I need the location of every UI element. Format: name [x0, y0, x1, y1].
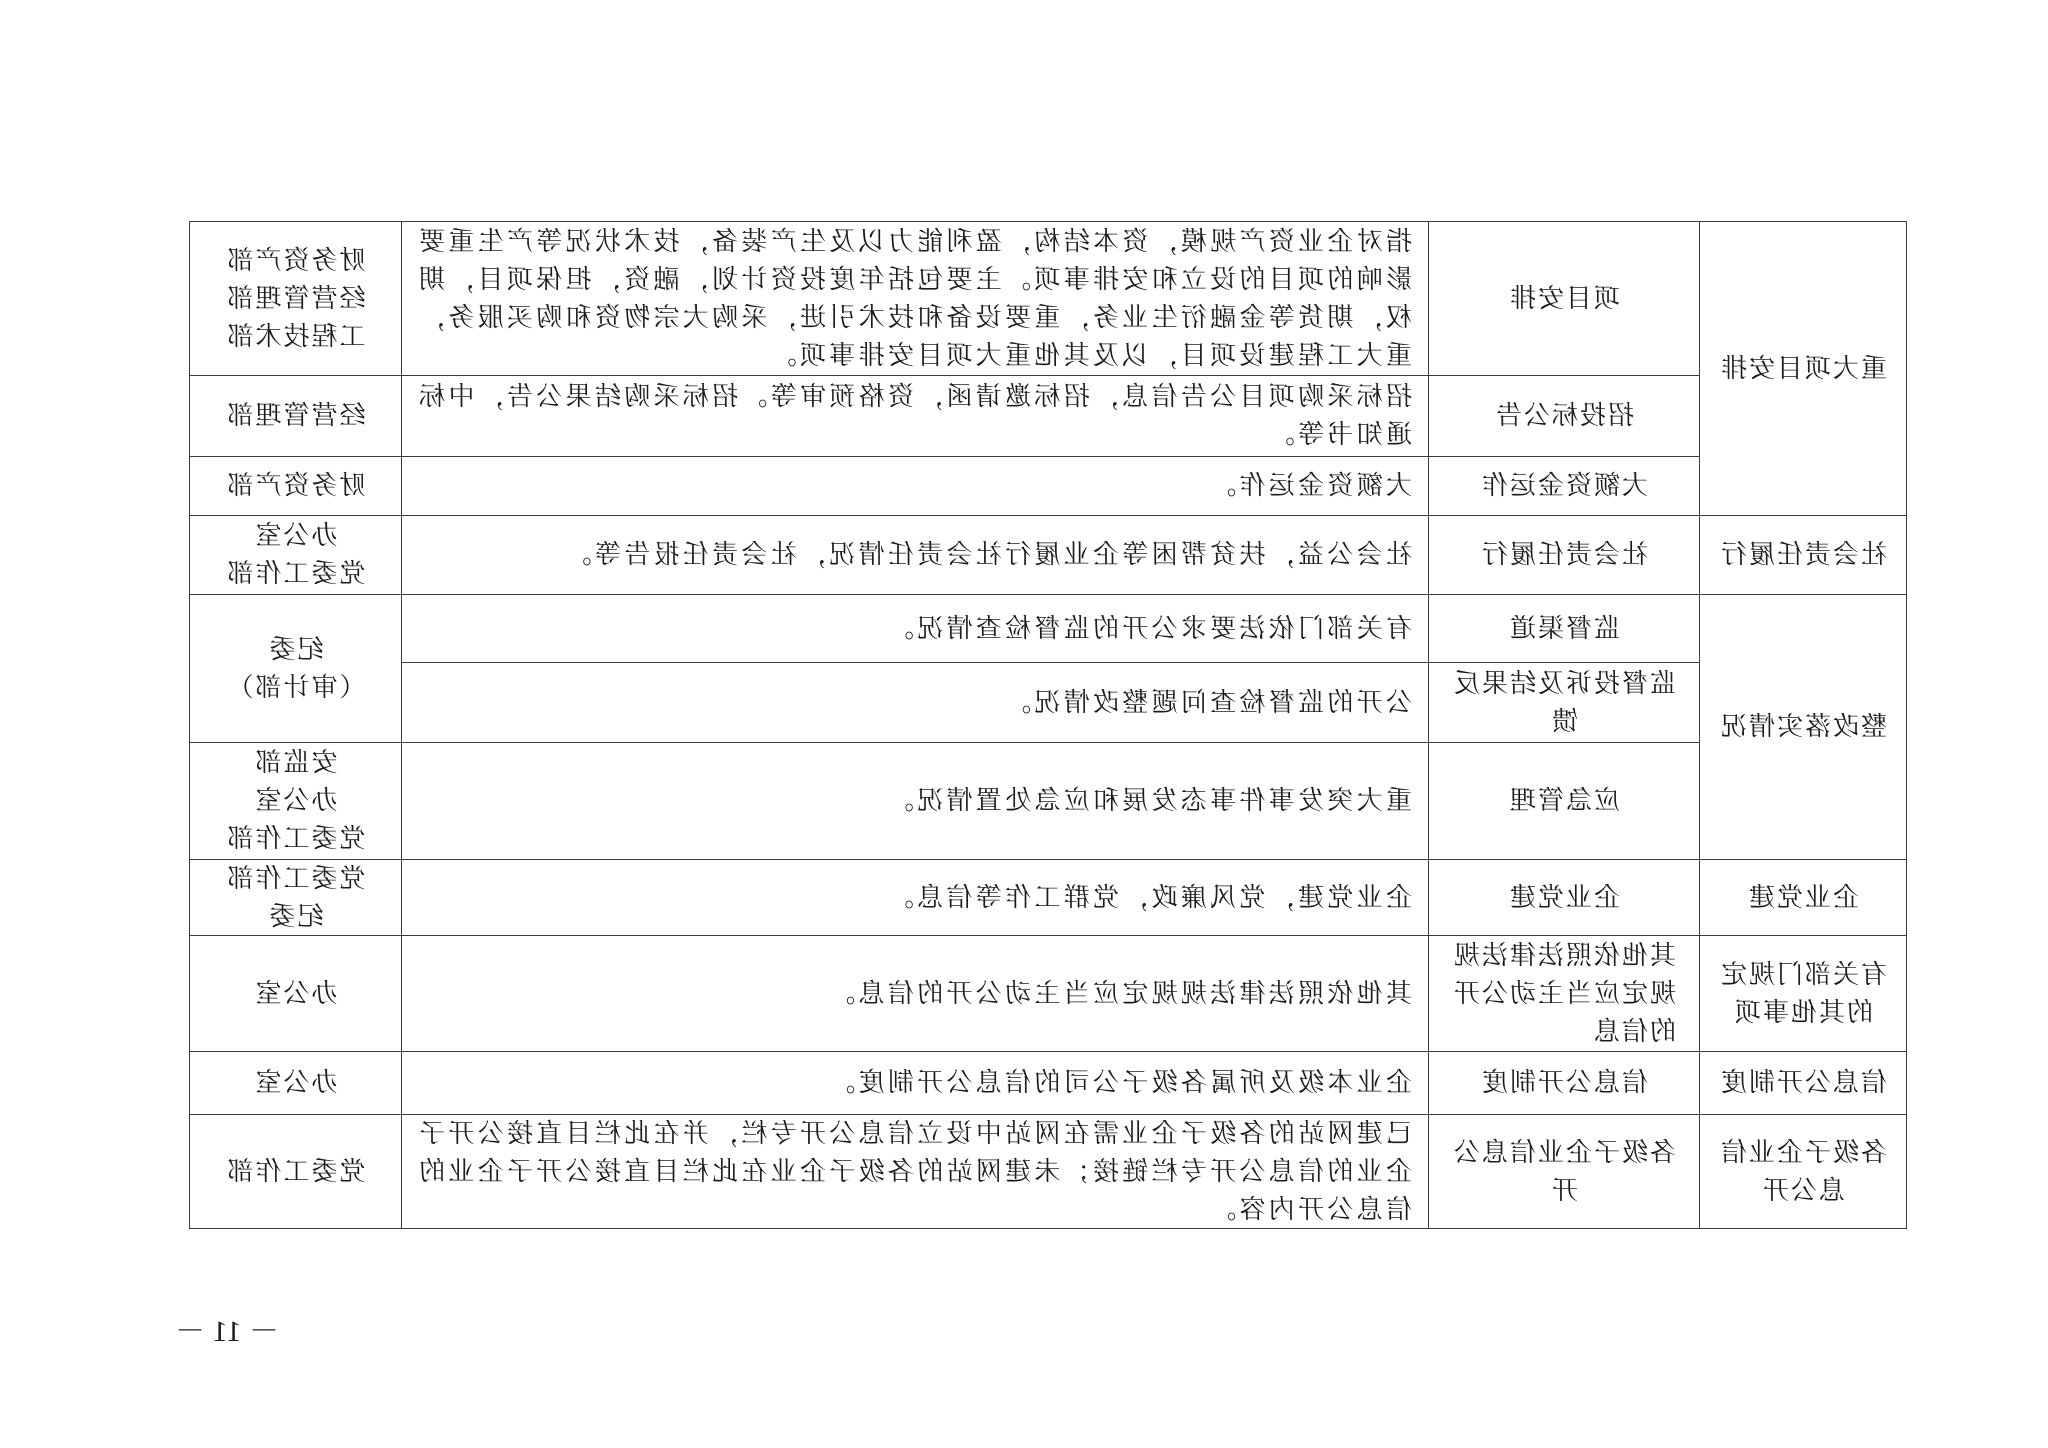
content-cell: [401, 860, 1428, 936]
page-number: － 11 －: [175, 1315, 279, 1348]
content-cell: [401, 663, 1428, 743]
item-cell: [1428, 1115, 1699, 1229]
content-cell: [401, 222, 1428, 376]
department-text: 党委工作部: [225, 863, 366, 894]
department-cell: [189, 1052, 401, 1115]
category-text: 的其他事项: [1733, 997, 1874, 1028]
content-cell: [401, 743, 1428, 860]
content-cell: [401, 1115, 1428, 1229]
department-cell: [189, 516, 401, 595]
item-text: 监督投诉及结果反: [1452, 668, 1677, 699]
content-line: 影响的项目的设立和安排事项。主要包括年度投资计划，融资，担保项目，期: [415, 264, 1412, 295]
content-cell: [401, 457, 1428, 516]
department-text: 党委工作部: [225, 559, 366, 589]
category-text: 企业党建: [1747, 882, 1860, 913]
category-cell: [1699, 1052, 1906, 1115]
department-text: 经营管理部: [225, 283, 366, 314]
item-cell: [1428, 376, 1699, 457]
item-text: 应急管理: [1508, 786, 1621, 816]
content-line: 社会公益，扶贫帮困等企业履行社会责任情况，社会责任报告等。: [562, 540, 1412, 570]
content-line: 大额资金运作。: [1206, 471, 1412, 501]
content-line: 信息公开内容。: [1206, 1194, 1412, 1225]
item-cell: [1428, 457, 1699, 516]
content-line: 重大工程建设项目，以及其他重大项目安排事项。: [767, 340, 1412, 371]
content-cell: [401, 936, 1428, 1052]
item-cell: [1428, 936, 1699, 1052]
item-cell: [1428, 1052, 1699, 1115]
item-text: 企业党建: [1508, 882, 1621, 913]
content-cell: [401, 376, 1428, 457]
content-line: 招标采购项目公告信息，招标邀请函，资格预审等。招标采购结果公告，中标: [415, 382, 1412, 412]
category-cell: [1699, 860, 1906, 936]
item-text: 馈: [1550, 706, 1579, 737]
department-cell: [189, 743, 401, 860]
category-cell: [1699, 516, 1906, 595]
department-text: 党委工作部: [225, 824, 366, 854]
category-text: 息公开: [1761, 1175, 1846, 1206]
content-line: 重大突发事件事态发展和应急处置情况。: [884, 786, 1412, 816]
category-text: 整改落实情况: [1719, 712, 1888, 742]
category-text: 信息公开制度: [1719, 1068, 1888, 1098]
department-cell: [189, 860, 401, 936]
department-cell: [189, 376, 401, 457]
content-line: 公开的监督检查问题整改情况。: [1001, 687, 1412, 718]
department-text: 财务资产部: [225, 245, 366, 276]
item-cell: [1428, 516, 1699, 595]
department-cell: [189, 595, 401, 743]
content-line: 权，期货等金融衍生业务，重要设备和技术引进，采购大宗物资和购买服务，: [415, 302, 1412, 333]
disclosure-table: [189, 221, 1907, 1229]
department-text: 办公室: [253, 521, 338, 551]
department-text: 办公室: [253, 978, 338, 1009]
item-text: 社会责任履行: [1480, 540, 1649, 570]
item-text: 项目安排: [1508, 283, 1621, 314]
department-cell: [189, 936, 401, 1052]
department-text: 纪委: [267, 901, 324, 932]
department-text: （审计部）: [225, 672, 366, 703]
department-text: 财务资产部: [225, 471, 366, 501]
department-text: 办公室: [253, 1068, 338, 1098]
department-text: 办公室: [253, 786, 338, 816]
item-cell: [1428, 743, 1699, 860]
department-text: 党委工作部: [225, 1156, 366, 1187]
content-line: 企业本级及所属各级子公司的信息公开制度。: [825, 1068, 1412, 1098]
department-text: 安监部: [253, 748, 338, 778]
item-text: 大额资金运作: [1480, 471, 1649, 501]
department-text: 纪委: [267, 634, 324, 665]
content-line: 指对企业资产规模，资本结构，盈利能力以及生产装备，技术状况等产生重要: [415, 226, 1412, 257]
item-cell: [1428, 595, 1699, 663]
content-line: 其他依照法律法规规定应当主动公开的信息。: [825, 978, 1412, 1009]
department-cell: [189, 457, 401, 516]
item-text: 规定应当主动公开: [1452, 978, 1677, 1009]
content-line: 企业党建，党风廉政，党群工作等信息。: [884, 882, 1412, 913]
content-cell: [401, 1052, 1428, 1115]
item-text: 的信息: [1592, 1016, 1677, 1047]
department-text: 工程技术部: [225, 321, 366, 352]
item-text: 监督渠道: [1508, 613, 1621, 644]
department-cell: [189, 1115, 401, 1229]
department-cell: [189, 222, 401, 376]
content-cell: [401, 595, 1428, 663]
item-cell: [1428, 222, 1699, 376]
item-cell: [1428, 663, 1699, 743]
item-text-block: [1452, 937, 1676, 1051]
category-cell: [1699, 595, 1906, 860]
category-cell: [1699, 222, 1906, 516]
item-text: 各级子企业信息公: [1452, 1137, 1677, 1168]
item-cell: [1428, 860, 1699, 936]
category-text: 社会责任履行: [1719, 540, 1888, 570]
content-line: 有关部门依法要求公开的监督检查情况。: [884, 613, 1412, 644]
item-text: 招投标公告: [1494, 401, 1635, 431]
category-text: 重大项目安排: [1719, 353, 1888, 384]
category-text: 各级子企业信: [1719, 1137, 1888, 1168]
content-cell: [401, 516, 1428, 595]
item-text: 其他依照法律法规: [1452, 940, 1677, 971]
category-cell: [1699, 1115, 1906, 1229]
category-text: 有关部门规定: [1719, 959, 1888, 990]
item-text: 开: [1550, 1175, 1579, 1206]
category-cell: [1699, 936, 1906, 1052]
item-text: 信息公开制度: [1480, 1068, 1649, 1098]
content-line: 企业的信息公开专栏链接；未建网站的各级子企业在此栏目直接公开子企业的: [415, 1156, 1412, 1187]
content-line: 通知书等。: [1265, 420, 1412, 450]
department-text: 经营管理部: [225, 401, 366, 431]
content-line: 已建网站的各级子企业需在网站中设立信息公开专栏，并在此栏目直接公开子: [415, 1118, 1412, 1149]
